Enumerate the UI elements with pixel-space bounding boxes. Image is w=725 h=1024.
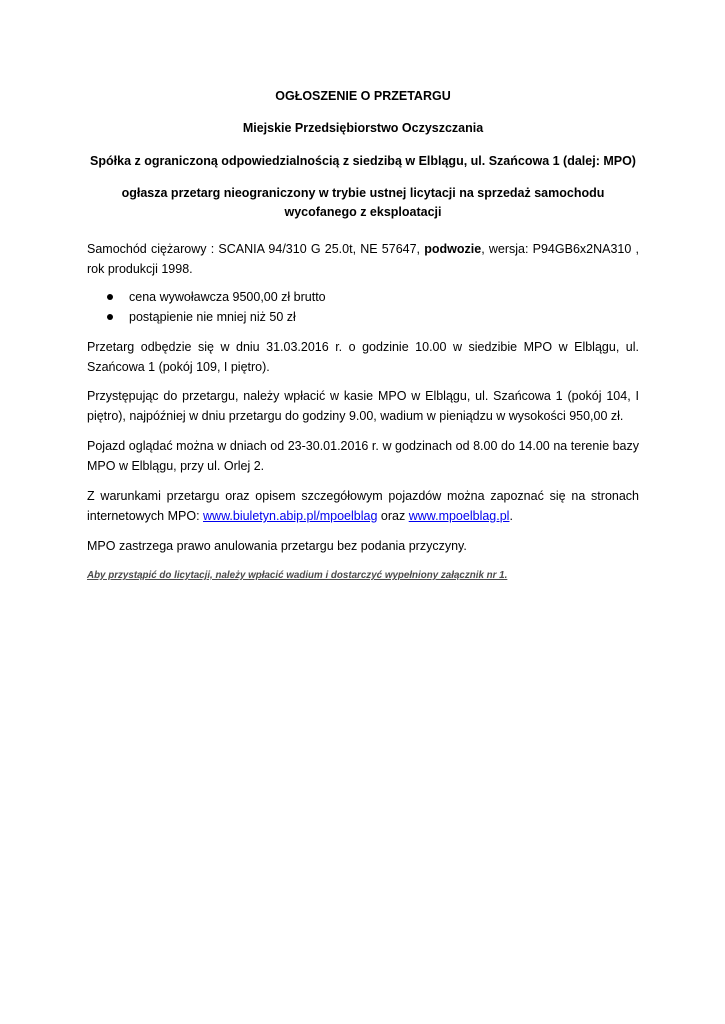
- terms-paragraph: [87, 486, 639, 526]
- deposit-paragraph: Przystępując do przetargu, należy wpłacić w kasie MPO w Elblągu, ul. Szańcowa 1 (pokój 104, I piętro), najpóźniej w dniu przetargu do godziny 9.00, wadium w pieniądzu w wysokości 950,00 zł.: [87, 389, 639, 423]
- terms-text-suffix: .: [509, 509, 513, 523]
- vehicle-paragraph: [87, 239, 639, 279]
- list-item-text: cena wywoławcza 9500,00 zł brutto: [129, 290, 326, 304]
- vehicle-text-bold: podwozie: [424, 242, 482, 256]
- terms-text-prefix: Z warunkami przetargu oraz opisem szczegółowym pojazdów można zapoznać się na stronach internetowych MPO:: [87, 489, 639, 523]
- announcement-line-1: ogłasza przetarg nieograniczony w trybie ustnej licytacji na sprzedaż samochodu: [121, 186, 605, 200]
- vehicle-text-suffix: , wersja: P94GB6x2NA310 , rok produkcji 1998.: [87, 242, 639, 276]
- list-item: [87, 287, 639, 307]
- mpo-website-link[interactable]: www.mpoelblag.pl: [408, 509, 510, 523]
- announcement-line-2: wycofanego z eksploatacji: [284, 205, 442, 219]
- list-item: [87, 307, 639, 327]
- list-item-text: postąpienie nie mniej niż 50 zł: [129, 310, 296, 324]
- price-list: [87, 287, 639, 327]
- company-detail: Spółka z ograniczoną odpowiedzialnością z siedzibą w Elblągu, ul. Szańcowa 1 (dalej: MPO): [90, 154, 636, 168]
- reserve-paragraph: MPO zastrzega prawo anulowania przetargu bez podania przyczyny.: [87, 539, 467, 553]
- biuletyn-link[interactable]: www.biuletyn.abip.pl/mpoelblag: [203, 509, 378, 523]
- terms-text-middle: oraz: [377, 509, 409, 523]
- bullet-icon: [107, 294, 113, 300]
- vehicle-text-prefix: Samochód ciężarowy : SCANIA 94/310 G 25.0t, NE 57647,: [87, 242, 425, 256]
- date-paragraph: Przetarg odbędzie się w dniu 31.03.2016 r. o godzinie 10.00 w siedzibie MPO w Elblągu, ul. Szańcowa 1 (pokój 109, I piętro).: [87, 340, 639, 374]
- viewing-paragraph: Pojazd oglądać można w dniach od 23-30.01.2016 r. w godzinach od 8.00 do 14.00 na terenie bazy MPO w Elblągu, przy ul. Orlej 2.: [87, 439, 639, 473]
- company-name: Miejskie Przedsiębiorstwo Oczyszczania: [242, 121, 484, 135]
- bullet-icon: [107, 314, 113, 320]
- attachment-note: Aby przystąpić do licytacji, należy wpłacić wadium i dostarczyć wypełniony załącznik nr 1.: [87, 570, 508, 581]
- page-title: OGŁOSZENIE O PRZETARGU: [275, 89, 451, 103]
